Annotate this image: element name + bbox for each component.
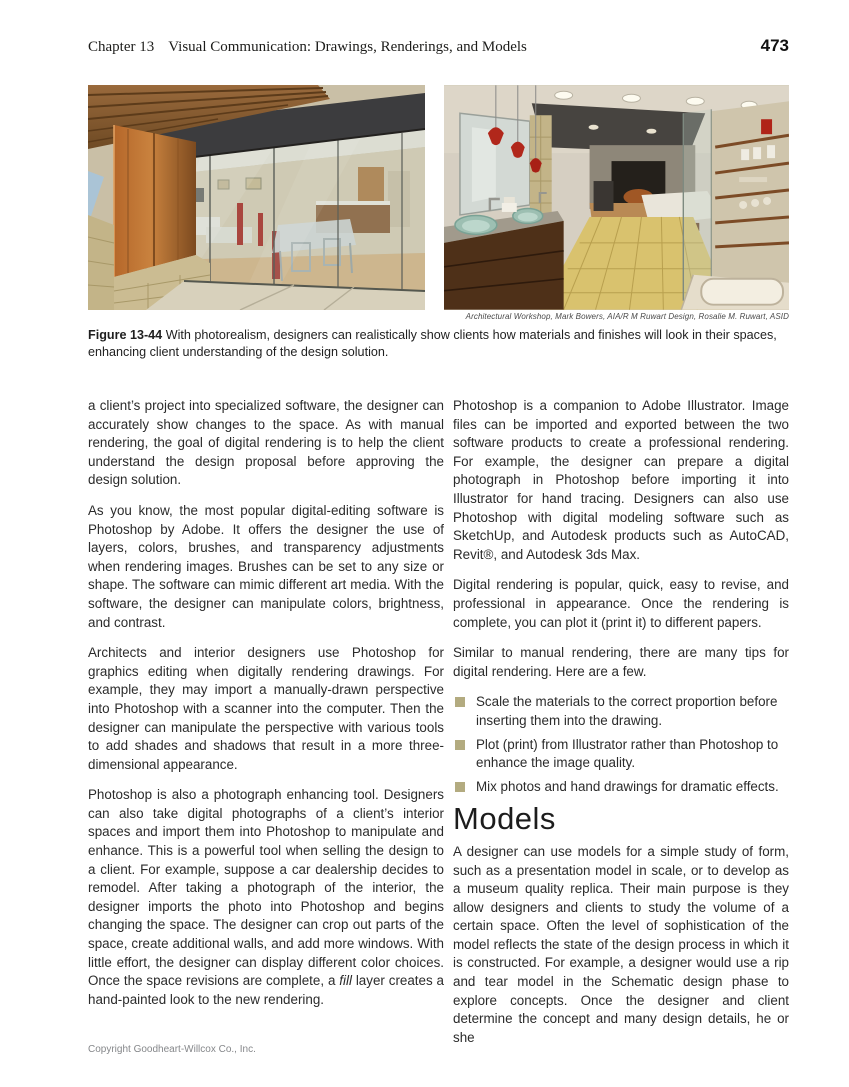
section-heading-models: Models bbox=[453, 801, 556, 837]
interior-rendering-left-image bbox=[88, 85, 425, 310]
chapter-number: Chapter 13 bbox=[88, 39, 155, 55]
paragraph-text: Photoshop is also a photograph enhancing tool. Designers can also take digital photographs of a client’s interior spaces and import them into Photoshop to manipulate and enhance. This is a powerful tool when selling the design to a client. For example, suppose a car dealership decides to remodel. After taking a photograph of the interior, the designer imports the photo into Photoshop and begins changing the space. The designer can crop out parts of the space, create additional walls, and add more windows. With little effort, the designer can display different color choices. Once the space revisions are complete, a bbox=[88, 787, 444, 989]
chapter-title: Visual Communication: Drawings, Renderings, and Models bbox=[168, 39, 527, 55]
paragraph bbox=[88, 786, 444, 1009]
italic-term-fill: fill bbox=[339, 973, 352, 989]
list-item: Mix photos and hand drawings for dramatic effects. bbox=[453, 778, 789, 796]
paragraph: a client’s project into specialized software, the designer can accurately show changes to the space. As with manual rendering, the goal of digital rendering is to help the client understand the design proposal before approving the design solution. bbox=[88, 398, 444, 488]
paragraph-text: layer creates a hand-painted look to the new rendering. bbox=[88, 973, 444, 1007]
figure-credit: Architectural Workshop, Mark Bowers, AIA/R M Ruwart Design, Rosalie M. Ruwart, ASID bbox=[465, 312, 789, 321]
page-header bbox=[88, 36, 789, 56]
left-column bbox=[88, 397, 444, 1047]
paragraph: Architects and interior designers use Photoshop for graphics editing when digitally rendering drawings. For example, they may import a manually-drawn perspective into Photoshop with a scanner into the computer. Then the designer can manipulate the perspective with various tools to add shades and shadows that result in a more three-dimensional appearance. bbox=[88, 645, 444, 772]
digital-rendering-tips-list bbox=[453, 693, 789, 796]
body-text-columns bbox=[88, 397, 789, 1047]
interior-rendering-right-image bbox=[444, 85, 789, 310]
figure-13-44 bbox=[88, 85, 789, 374]
copyright-notice: Copyright Goodheart-Willcox Co., Inc. bbox=[88, 1044, 256, 1055]
list-item: Scale the materials to the correct proportion before inserting them into the drawing. bbox=[453, 693, 789, 729]
figure-caption bbox=[88, 327, 789, 361]
paragraph: Digital rendering is popular, quick, easy to revise, and professional in appearance. Once the rendering is complete, you can plot it (print it) to different papers. bbox=[453, 577, 789, 630]
running-head bbox=[88, 39, 527, 56]
paragraph: As you know, the most popular digital-editing software is Photoshop by Adobe. It offers the designer the use of layers, colors, brushes, and transparency adjustments when rendering images. Brushes can be set to any size or shape. The software can mimic different art media. With the software, the designer can manipulate colors, brightness, and contrast. bbox=[88, 502, 444, 630]
right-column bbox=[453, 397, 789, 1047]
paragraph: Photoshop is a companion to Adobe Illustrator. Image files can be imported and exported between the two software products to create a professional rendering. For example, the designer can prepare a digital photograph in Photoshop before importing it into Illustrator for hand tracing. Designers can also use Photoshop with digital modeling software such as SketchUp, and Autodesk products such as AutoCAD, Revit®, and Autodesk 3ds Max. bbox=[453, 398, 789, 562]
paragraph: Similar to manual rendering, there are many tips for digital rendering. Here are a few. bbox=[453, 645, 789, 679]
paragraph: A designer can use models for a simple study of form, such as a presentation model in scale, or to develop as a museum quality replica. Their main purpose is they allow designers and clients to study the volume of a certain space. Often the level of sophistication of the model reflects the state of the design process in which it is constructed. For example, a designer would use a rip and tear model in the Schematic design phase to explore concepts. Once the designer and client determine the concept and many design details, he or she bbox=[453, 843, 789, 1045]
figure-images-row bbox=[88, 85, 789, 310]
figure-caption-text: With photorealism, designers can realistically show clients how materials and finishes will look in their spaces, enhancing client understanding of the design solution. bbox=[88, 328, 777, 359]
list-item: Plot (print) from Illustrator rather than Photoshop to enhance the image quality. bbox=[453, 736, 789, 772]
page-number: 473 bbox=[760, 36, 789, 55]
figure-label: Figure 13-44 bbox=[88, 328, 163, 342]
